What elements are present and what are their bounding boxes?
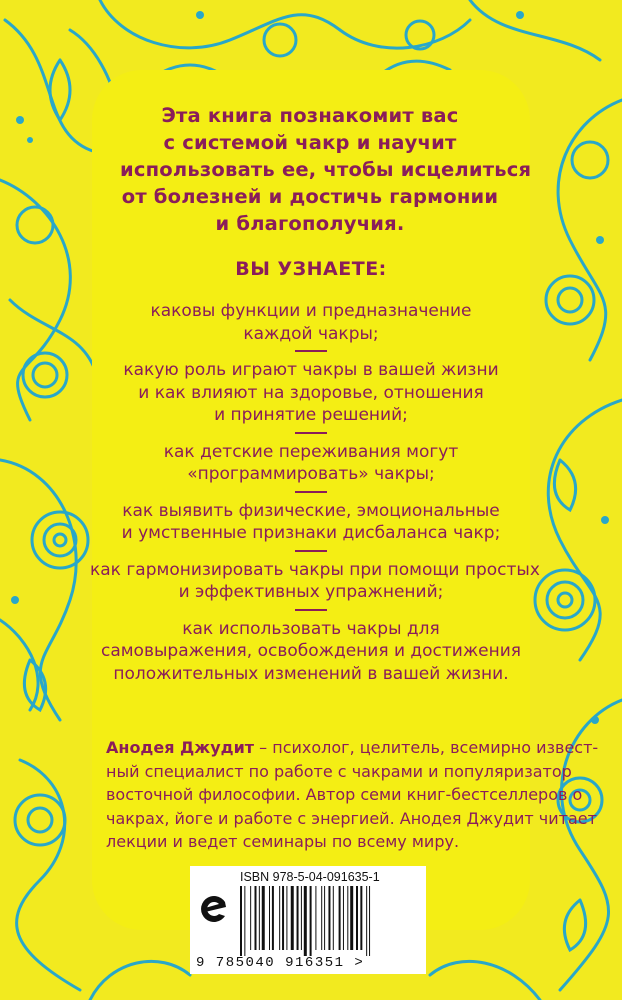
barcode-bar <box>282 886 284 950</box>
list-item-line: как использовать чакры для <box>182 618 440 639</box>
list-item <box>90 559 540 604</box>
barcode-bar <box>356 886 358 950</box>
barcode-bar <box>343 886 344 950</box>
intro-line: и благополучия. <box>215 212 405 235</box>
list-item <box>90 618 532 686</box>
list-item-line: «программировать» чакры; <box>187 464 435 484</box>
barcode-bar <box>315 886 316 950</box>
list-item-line: самовыражения, освобождения и достижения <box>100 641 522 661</box>
divider <box>295 550 327 552</box>
intro-paragraph <box>120 102 532 237</box>
author-name: Анодея Джудит <box>106 738 255 757</box>
divider <box>295 432 327 434</box>
intro-line: использовать ее, чтобы исцелиться <box>120 158 532 181</box>
barcode-bar <box>324 886 325 950</box>
list-item-line: как выявить физические, эмоциональные <box>122 500 500 521</box>
barcode-bar <box>250 886 251 950</box>
barcode-bar <box>262 886 265 950</box>
isbn-label: ISBN 978-5-04-091635-1 <box>240 870 380 884</box>
divider <box>295 491 327 493</box>
divider <box>295 609 327 611</box>
author-bio-line: восточной философии. Автор семи книг-бестселлеров о <box>106 785 583 804</box>
list-item-line: и как влияют на здоровье, отношения <box>138 382 484 403</box>
barcode-bar <box>369 886 370 956</box>
barcode-bar <box>259 886 260 950</box>
divider <box>295 350 327 352</box>
barcode-bar <box>366 886 367 956</box>
barcode-bar <box>286 886 287 950</box>
intro-line: от болезней и достичь гармонии <box>121 185 499 208</box>
list-item-line: каждой чакры; <box>243 323 379 344</box>
barcode-bar <box>279 886 280 950</box>
barcode-bar <box>360 886 362 950</box>
author-bio <box>106 736 599 854</box>
list-item-line: и умственные признаки дисбаланса чакр; <box>121 523 501 543</box>
author-bio-line: ный специалист по работе с чакрами и популяризатор <box>106 761 572 781</box>
barcode-bar <box>240 886 242 956</box>
barcode-bar <box>255 886 257 950</box>
barcode-bar <box>291 886 294 950</box>
list-item-line: как детские переживания могут <box>163 441 459 462</box>
barcode-bar <box>269 886 270 950</box>
barcode-bar <box>297 886 299 950</box>
barcode-bar <box>339 886 341 950</box>
barcode-bar <box>301 886 302 950</box>
barcode-bar <box>347 886 348 950</box>
list-item-line: какую роль играют чакры в вашей жизни <box>123 360 499 380</box>
barcode-bars <box>238 886 418 956</box>
learn-list <box>90 300 540 685</box>
list-item <box>90 500 532 545</box>
barcode-bar <box>350 886 353 950</box>
list-item-line: положительных изменений в вашей жизни. <box>113 663 509 684</box>
author-bio-line: лекции и ведет семинары по всему миру. <box>106 832 460 851</box>
intro-line: с системой чакр и научит <box>163 131 457 154</box>
list-item <box>90 441 532 486</box>
author-bio-line <box>106 736 599 760</box>
section-heading: ВЫ УЗНАЕТЕ: <box>235 258 387 280</box>
list-item-line: как гармонизировать чакры при помощи простых <box>90 559 540 580</box>
barcode-bar <box>244 886 245 956</box>
publisher-e-logo-icon <box>195 888 231 928</box>
list-item <box>90 300 532 345</box>
author-bio-line: чакрах, йоге и работе с энергией. Анодея Джудит читает <box>106 808 597 828</box>
list-item-line: каковы функции и предназначение <box>150 301 472 321</box>
barcode-bar <box>328 886 330 950</box>
barcode-bar <box>304 886 307 956</box>
author-bio-text: – психолог, целитель, всемирно извест- <box>254 738 599 757</box>
list-item-line: и принятие решений; <box>214 405 408 425</box>
barcode-bar <box>272 886 274 950</box>
intro-line: Эта книга познакомит вас <box>161 104 459 127</box>
barcode-bar <box>321 886 322 950</box>
list-item-line: и эффективных упражнений; <box>178 582 444 602</box>
list-item <box>90 359 532 427</box>
barcode-bar <box>333 886 334 950</box>
barcode-bar <box>310 886 312 956</box>
barcode-number: 9 785040 916351 > <box>196 955 365 971</box>
